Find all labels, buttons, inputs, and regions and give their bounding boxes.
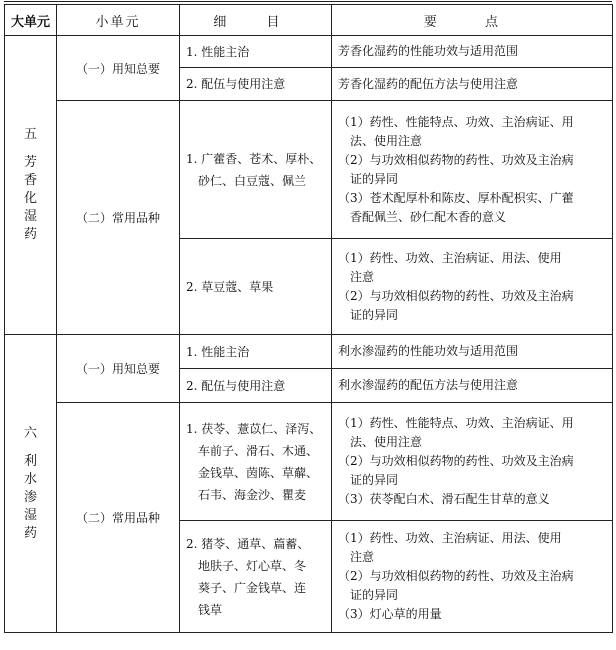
- big-unit-number: 五: [23, 127, 37, 142]
- point-line: 法、使用注意: [350, 133, 423, 148]
- detail-cell: [180, 101, 332, 239]
- table-row: [5, 36, 613, 68]
- point-line: （2）与功效相似药物的药性、功效及主治病: [338, 152, 574, 167]
- small-unit-cell: （二）常用品种: [57, 101, 180, 335]
- big-unit-name-char: 湿: [23, 507, 37, 523]
- point-line: （1）药性、性能特点、功效、主治病证、用: [338, 416, 574, 430]
- point-line: （3）茯苓配白术、滑石配生甘草的意义: [338, 492, 550, 506]
- table-row: [5, 335, 613, 369]
- points-cell: [332, 36, 613, 68]
- small-unit-cell: （二）常用品种: [57, 403, 180, 633]
- big-unit-name-char: 药: [23, 525, 37, 541]
- detail-line: 石韦、海金沙、瞿麦: [198, 487, 307, 502]
- point-line: 注意: [350, 269, 375, 284]
- point-line: （1）药性、功效、主治病证、用法、使用: [338, 531, 562, 545]
- point-line: （3）苍术配厚朴和陈皮、厚朴配枳实、广藿: [338, 190, 574, 205]
- point-line: 证的异同: [350, 588, 399, 602]
- big-unit-name-char: 芳: [23, 155, 37, 170]
- points-cell: [332, 521, 613, 633]
- header-row: [5, 5, 613, 36]
- point-line: 法、使用注意: [350, 435, 423, 449]
- point-line: 利水渗湿药的配伍方法与使用注意: [338, 378, 519, 392]
- big-unit-cell: [5, 335, 57, 633]
- detail-line: 金钱草、茵陈、草薢、: [198, 465, 319, 480]
- big-unit-name-char: 湿: [23, 209, 37, 224]
- big-unit-name-char: 渗: [23, 489, 37, 505]
- detail-cell: [180, 403, 332, 521]
- points-cell: [332, 68, 613, 101]
- detail-line: 地肤子、灯心草、冬: [198, 558, 307, 573]
- point-line: （1）药性、功效、主治病证、用法、使用: [338, 250, 562, 265]
- point-line: （2）与功效相似药物的药性、功效及主治病: [338, 288, 574, 303]
- detail-line: 葵子、广金钱草、连: [198, 580, 307, 595]
- points-cell: [332, 335, 613, 369]
- big-unit-name-char: 药: [23, 227, 37, 242]
- big-unit-cell: [5, 36, 57, 335]
- detail-cell: [180, 521, 332, 633]
- point-line: 芳香化湿药的配伍方法与使用注意: [338, 76, 519, 91]
- point-line: 香配佩兰、砂仁配木香的意义: [350, 209, 507, 224]
- point-line: 证的异同: [350, 307, 399, 322]
- point-line: 证的异同: [350, 473, 399, 487]
- points-cell: [332, 101, 613, 239]
- point-line: （3）灯心草的用量: [338, 607, 442, 621]
- points-cell: [332, 403, 613, 521]
- point-line: （2）与功效相似药物的药性、功效及主治病: [338, 569, 574, 583]
- detail-line: 2. 猪苓、通草、萹蓄、: [186, 536, 310, 551]
- detail-line: 1. 广藿香、苍术、厚朴、: [186, 151, 322, 166]
- header-points: 要 点: [332, 5, 613, 36]
- table-row: [5, 403, 613, 521]
- big-unit-name-char: 水: [23, 471, 37, 487]
- detail-line: 1. 茯苓、薏苡仁、泽泻、: [186, 421, 322, 436]
- big-unit-number: 六: [23, 425, 37, 441]
- point-line: 芳香化湿药的性能功效与适用范围: [338, 44, 519, 58]
- small-unit-cell: （一）用知总要: [57, 36, 180, 101]
- point-line: 利水渗湿药的性能功效与适用范围: [338, 344, 519, 358]
- detail-cell: 2. 配伍与使用注意: [180, 68, 332, 101]
- header-detail: 细 目: [180, 5, 332, 36]
- small-unit-cell: （一）用知总要: [57, 335, 180, 403]
- point-line: 注意: [350, 550, 375, 564]
- detail-cell: 2. 草豆蔻、草果: [180, 239, 332, 335]
- point-line: （2）与功效相似药物的药性、功效及主治病: [338, 454, 574, 468]
- big-unit-name-char: 化: [23, 191, 37, 206]
- header-small-unit: 小单元: [57, 5, 180, 36]
- table-row: [5, 101, 613, 239]
- syllabus-table: [4, 4, 613, 633]
- detail-cell: 2. 配伍与使用注意: [180, 369, 332, 403]
- detail-line: 钱草: [198, 602, 223, 617]
- points-cell: [332, 369, 613, 403]
- detail-line: 车前子、滑石、木通、: [198, 443, 319, 458]
- detail-line: 砂仁、白豆蔻、佩兰: [198, 173, 307, 188]
- top-rule: [4, 1, 612, 2]
- point-line: （1）药性、性能特点、功效、主治病证、用: [338, 114, 574, 129]
- detail-cell: 1. 性能主治: [180, 36, 332, 68]
- big-unit-name-char: 香: [23, 173, 37, 188]
- big-unit-name-char: 利: [23, 453, 37, 469]
- header-big-unit: 大单元: [5, 5, 57, 36]
- points-cell: [332, 239, 613, 335]
- point-line: 证的异同: [350, 171, 399, 186]
- detail-cell: 1. 性能主治: [180, 335, 332, 369]
